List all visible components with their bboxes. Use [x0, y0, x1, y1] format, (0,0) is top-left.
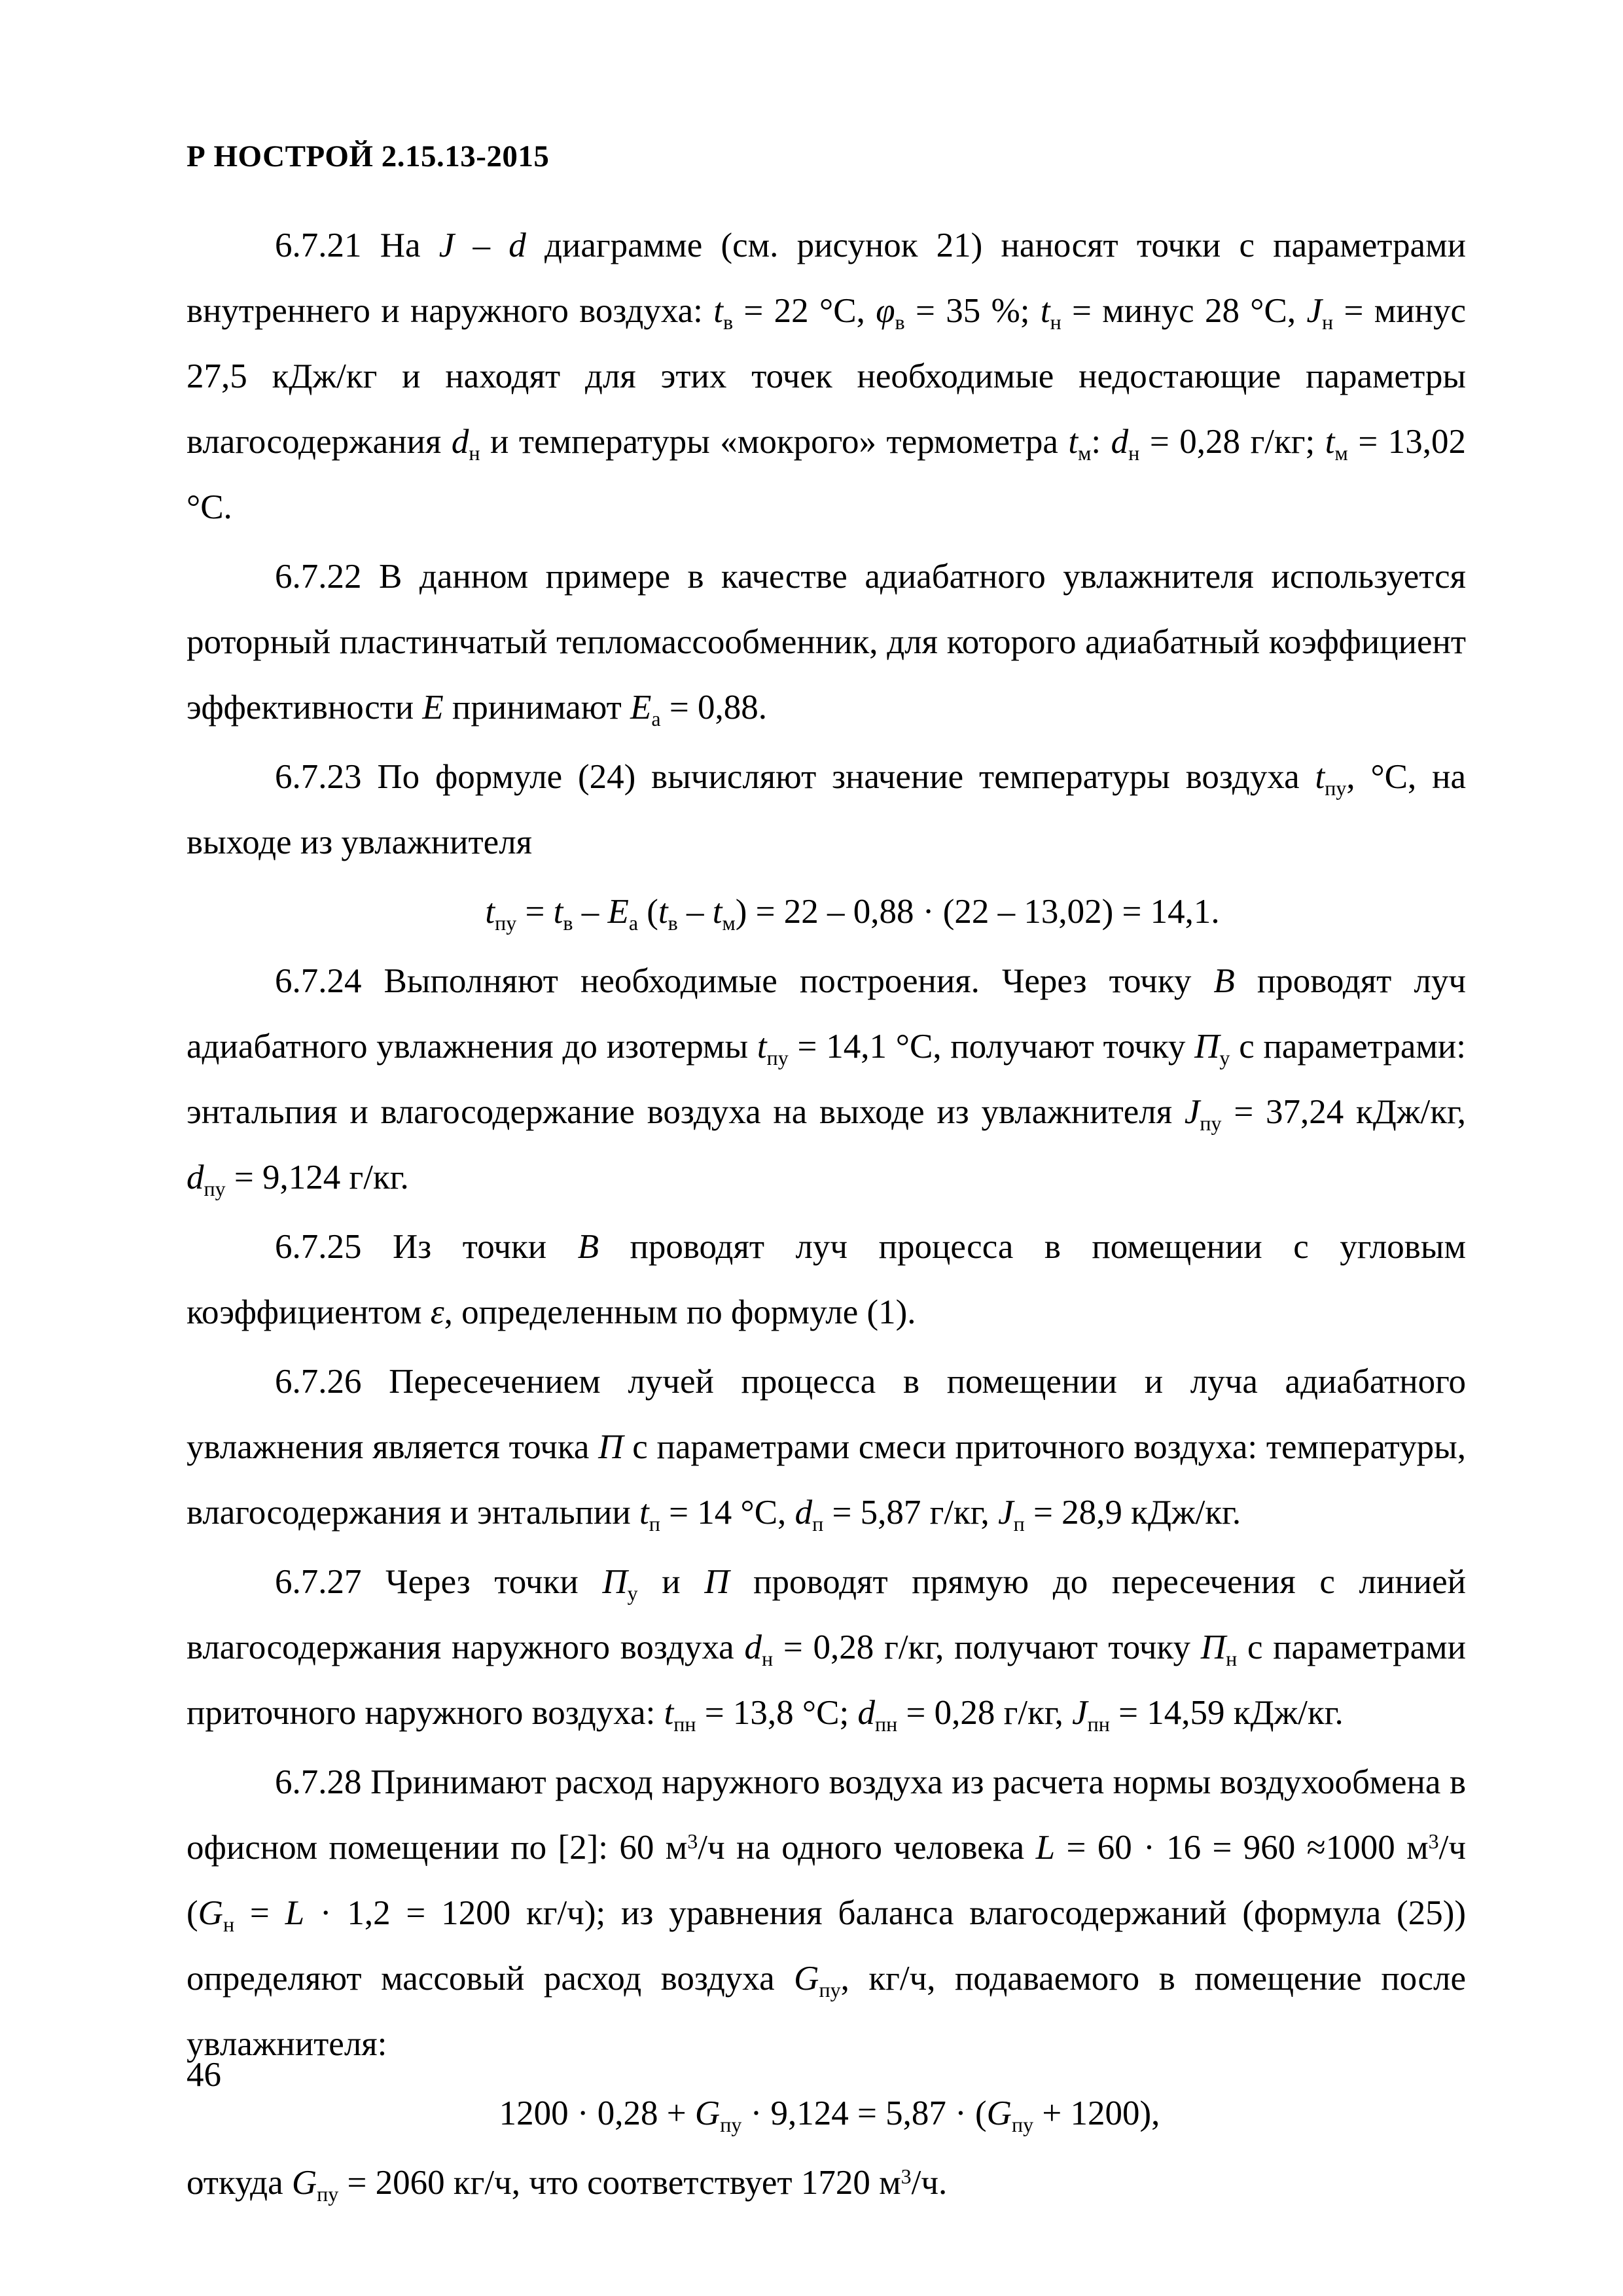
- paragraph-6-7-27: 6.7.27 Через точки $П_у$ и П проводят прямую до пересечения с линией влагосодержания наружного воздуха $d_н = 0,28$ г/кг, получают точку $П_н$ с параметрами приточного наружного воздуха: $t_{пн} = 13,8$ °С; $d_{пн} = 0,28$ г/кг, $J_{пн} = 14,59$ кДж/кг.: [187, 1563, 1467, 1736]
- document-header: Р НОСТРОЙ 2.15.13-2015: [187, 139, 550, 173]
- formula-24-calculation: $t_{пу} = t_в - E_а$ $(t_в - t_м) = 22 - 0,88 \cdot (22 - 13,02) = 14,1$.: [485, 893, 1220, 935]
- paragraph-6-7-22: 6.7.22 В данном примере в качестве адиабатного увлажнителя используется роторный пластинчатый тепломассообменник, для которого адиабатный коэффициент эффективности E принимают $E_а = 0,88$.: [187, 558, 1466, 731]
- paragraph-6-7-24: 6.7.24 Выполняют необходимые построения. Через точку В проводят луч адиабатного увлажнения до изотермы $t_{пу} = 14,1$ °С, получают точку $П_у$ с параметрами: энтальпия и влагосодержание воздуха на выходе из увлажнителя $J_{пу} = 37,24$ кДж/кг, $d_{пу} = 9,124$ г/кг.: [187, 962, 1466, 1201]
- paragraph-6-7-23: 6.7.23 По формуле (24) вычисляют значение температуры воздуха $t_{пу}$, °С, на выходе из увлажнителя: [187, 758, 1466, 861]
- document-body: [187, 213, 1466, 2219]
- conclusion-line: откуда $G_{пу} = 2060$ кг/ч, что соответствует 1720 $м^3/ч$.: [187, 2164, 948, 2206]
- formula-25-balance: $1200 \cdot 0,28 + G_{пу} \cdot 9,124 = 5,87 \cdot (G_{пу} + 1200)$,: [499, 2094, 1160, 2137]
- paragraph-6-7-26: 6.7.26 Пересечением лучей процесса в помещении и луча адиабатного увлажнения является точка П с параметрами смеси приточного воздуха: температуры, влагосодержания и энтальпии $t_п = 14$ °С, $d_п = 5,87$ г/кг, $J_п = 28,9$ кДж/кг.: [187, 1363, 1466, 1536]
- paragraph-6-7-21: 6.7.21 На J – d диаграмме (см. рисунок 21) наносят точки с параметрами внутреннего и наружного воздуха: $t_в = 22$ °С, $\varphi_в = 35$ %; $t_н$ = минус 28 °С, $J_н$ = минус 27,5 кДж/кг и находят для этих точек необходимые недостающие параметры влагосодержания $d_н$ и температуры «мокрого» термометра $t_м$: $d_н = 0,28$ г/кг; $t_м = 13,02$ °С.: [187, 226, 1467, 526]
- paragraph-6-7-25: 6.7.25 Из точки В проводят луч процесса в помещении с угловым коэффициентом ε, определенным по формуле (1).: [187, 1228, 1466, 1331]
- paragraph-6-7-28: 6.7.28 Принимают расход наружного воздуха из расчета нормы воздухообмена в офисном помещении по [2]: 60 $м^3/ч$ на одного человека L = 60 · 16 = 960 ≈1000 $м^3/ч$ ($G_н = L \cdot 1,2 = 1200$ кг/ч); из уравнения баланса влагосодержаний (формула (25)) определяют массовый расход воздуха $G_{пу}$, кг/ч, подаваемого в помещение после увлажнителя:: [187, 1763, 1467, 2063]
- page-number: 46: [187, 2056, 221, 2094]
